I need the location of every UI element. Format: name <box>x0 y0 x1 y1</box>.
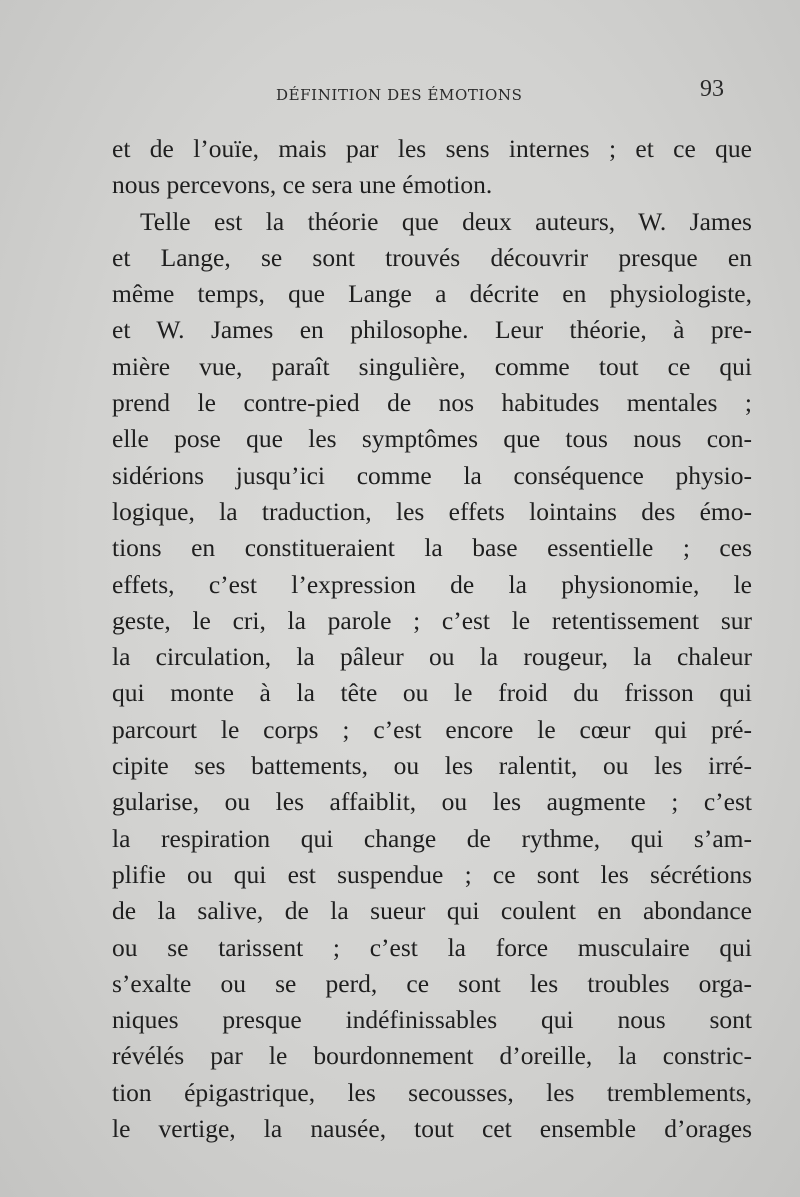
page-header <box>0 74 800 114</box>
text-line: prend le contre-pied de nos habitudes mentales ; <box>112 388 752 418</box>
page-number: 93 <box>700 76 724 102</box>
text-line: le vertige, la nausée, tout cet ensemble d’orages <box>112 1114 752 1144</box>
text-line: nous percevons, ce sera une émotion. <box>112 170 493 200</box>
text-line: et W. James en philosophe. Leur théorie, à pre- <box>112 315 752 345</box>
text-line: sidérions jusqu’ici comme la conséquence physio- <box>112 460 752 490</box>
text-line: qui monte à la tête ou le froid du frisson qui <box>112 678 752 708</box>
text-line: plifie ou qui est suspendue ; ce sont les sécrétions <box>112 859 752 889</box>
text-line: révélés par le bourdonnement d’oreille, la constric- <box>112 1041 752 1071</box>
text-line: parcourt le corps ; c’est encore le cœur qui pré- <box>112 714 752 744</box>
text-line: la circulation, la pâleur ou la rougeur, la chaleur <box>112 642 752 672</box>
text-line: de la salive, de la sueur qui coulent en abondance <box>112 896 752 926</box>
text-line: et de l’ouïe, mais par les sens internes ; et ce que <box>112 134 752 163</box>
text-line: ou se tarissent ; c’est la force musculaire qui <box>112 932 752 962</box>
text-line: logique, la traduction, les effets lointains des émo- <box>112 496 752 526</box>
text-line: cipite ses battements, ou les ralentit, ou les irré- <box>112 751 752 781</box>
text-line: tions en constitueraient la base essentielle ; ces <box>112 533 752 563</box>
text-line: même temps, que Lange a décrite en physiologiste, <box>112 279 752 309</box>
text-line: mière vue, paraît singulière, comme tout ce qui <box>112 351 752 381</box>
text-line: la respiration qui change de rythme, qui s’am- <box>112 823 752 853</box>
paragraph-start-line: Telle est la théorie que deux auteurs, W. James <box>140 206 752 236</box>
text-line: gularise, ou les affaiblit, ou les augmente ; c’est <box>112 787 752 817</box>
body-text <box>112 131 752 1147</box>
running-title: DÉFINITION DES ÉMOTIONS <box>276 86 523 104</box>
text-line: s’exalte ou se perd, ce sont les troubles orga- <box>112 968 752 998</box>
text-line: effets, c’est l’expression de la physionomie, le <box>112 569 752 599</box>
text-line: et Lange, se sont trouvés découvrir presque en <box>112 242 752 272</box>
text-line: elle pose que les symptômes que tous nous con- <box>112 424 752 454</box>
text-line: niques presque indéfinissables qui nous sont <box>112 1005 752 1035</box>
text-line: tion épigastrique, les secousses, les tremblements, <box>112 1077 752 1107</box>
text-line: geste, le cri, la parole ; c’est le retentissement sur <box>112 605 752 635</box>
